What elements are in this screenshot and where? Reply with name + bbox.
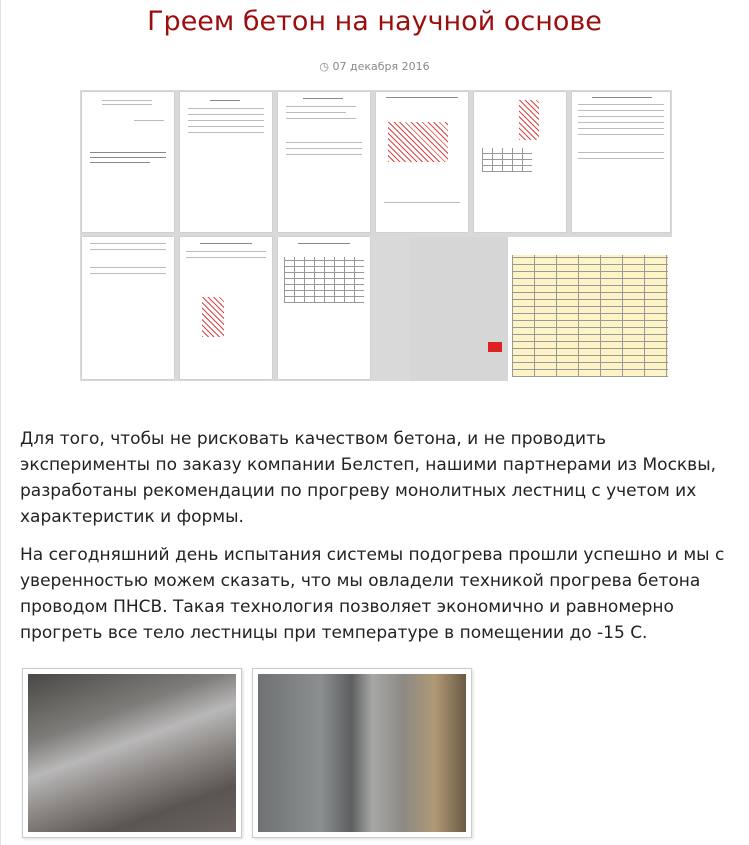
stairs-formwork-photo xyxy=(258,674,466,832)
arrow-icon xyxy=(488,342,502,352)
paragraph-2: На сегодняшний день испытания системы подогрева прошли успешно и мы с уверенностью можем сказать, что мы овладели техникой прогрева бетона проводом ПНСВ. Такая технология позволяет экономично и равномерно прогреть все тело лестницы при температуре в помещении до -15 С. xyxy=(20,545,725,643)
page-title: Греем бетон на научной основе xyxy=(147,6,602,37)
doc-page-text xyxy=(82,237,174,379)
doc-page-drawing xyxy=(474,92,566,232)
doc-page-example xyxy=(180,237,272,379)
spreadsheet-calculator xyxy=(410,237,672,381)
doc-page-intro xyxy=(278,92,370,232)
document-collage-image[interactable] xyxy=(80,90,672,381)
left-border xyxy=(0,0,1,845)
photo-thumbnail-1[interactable] xyxy=(22,668,242,838)
doc-page-method xyxy=(572,92,670,232)
post-date: ◷ 07 декабря 2016 xyxy=(319,60,430,73)
doc-page-table xyxy=(278,237,370,379)
clock-icon: ◷ xyxy=(319,60,329,73)
doc-page-scheme xyxy=(376,92,468,232)
stairs-wrapped-foil-photo xyxy=(28,674,236,832)
photo-thumbnail-2[interactable] xyxy=(252,668,472,838)
doc-page-contents xyxy=(180,92,272,232)
doc-page-cover xyxy=(82,92,174,232)
paragraph-1: Для того, чтобы не рисковать качеством бетона, и не проводить эксперименты по заказу компании Белстеп, нашими партнерами из Москвы, разработаны рекомендации по прогреву монолитных лестниц с учетом их характеристик и формы. xyxy=(20,429,717,527)
